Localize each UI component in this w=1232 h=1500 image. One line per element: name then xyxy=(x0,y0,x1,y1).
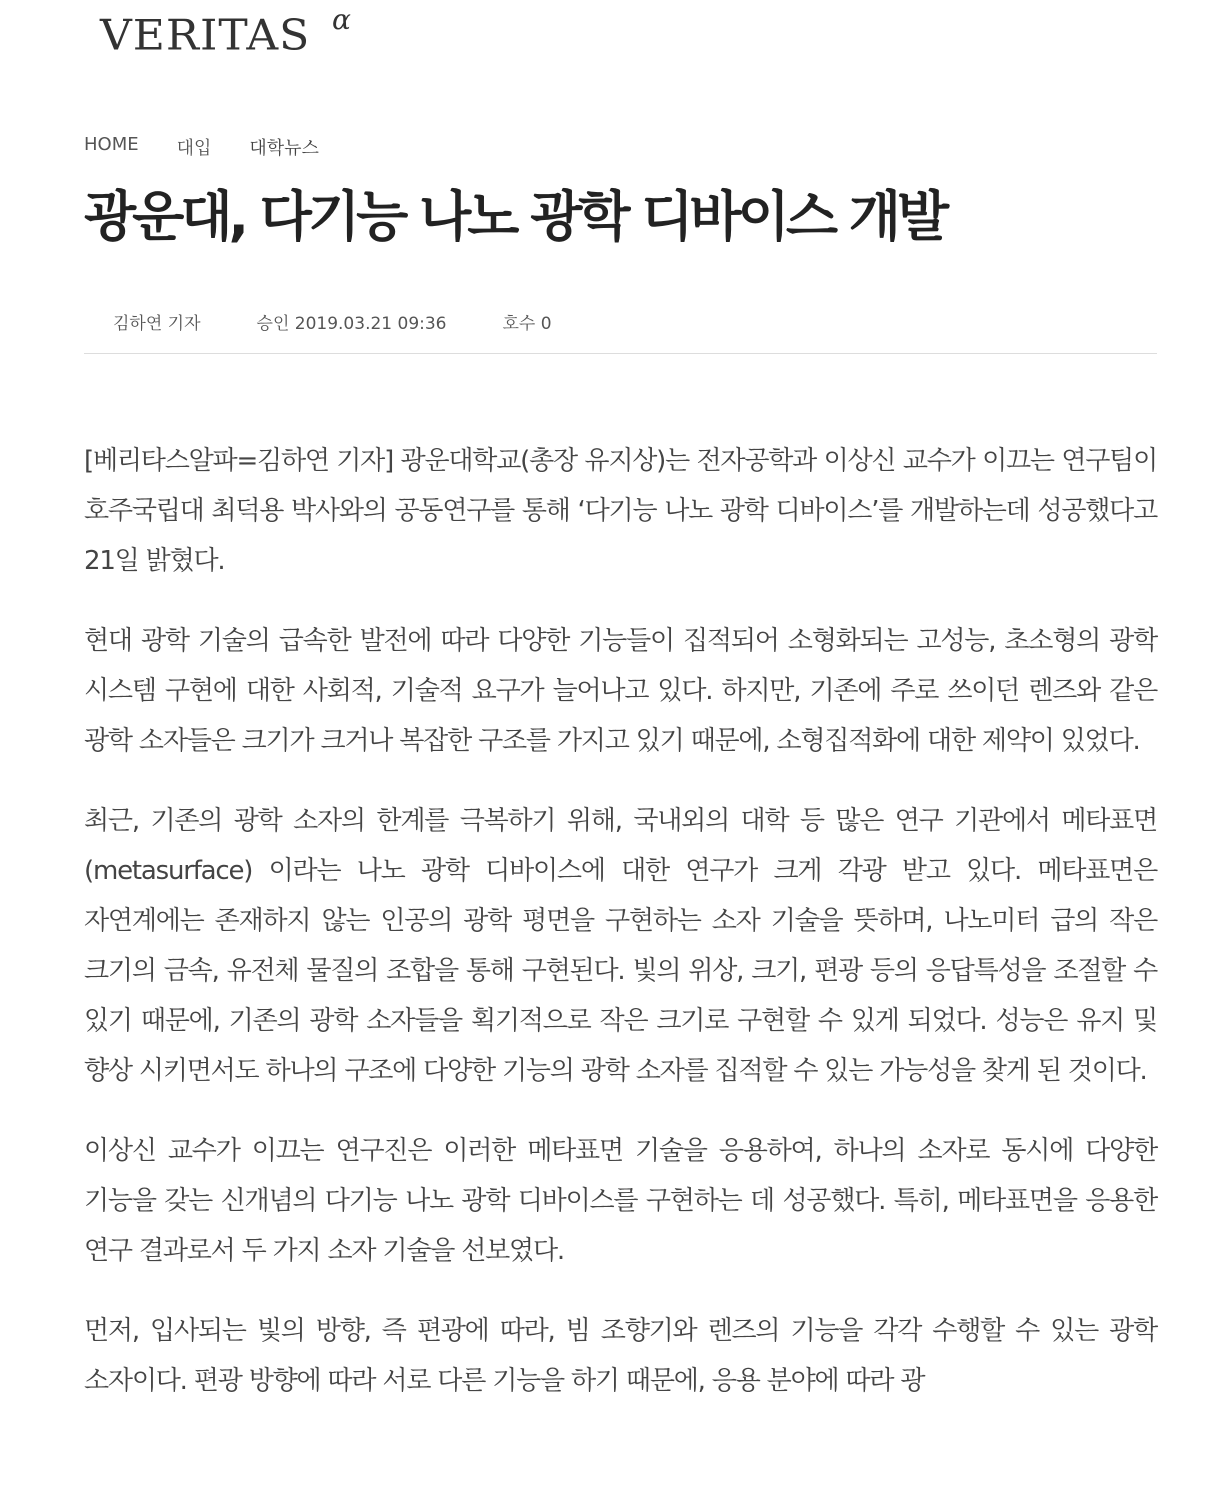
breadcrumb-category-link[interactable]: 대학뉴스 xyxy=(249,138,319,159)
site-logo[interactable] xyxy=(100,3,352,60)
article-title: 광운대, 다기능 나노 광학 디바이스 개발 xyxy=(84,185,946,248)
article-meta xyxy=(113,309,552,334)
article-approved-date: 승인 2019.03.21 09:36 xyxy=(256,314,447,334)
article-paragraph: 먼저, 입사되는 빛의 방향, 즉 편광에 따라, 빔 조향기와 렌즈의 기능을 각각 수행할 수 있는 광학 소자이다. 편광 방향에 따라 서로 다른 기능을 하기 때문에, 응용 분야에 따라 광 xyxy=(84,1316,1157,1396)
logo-alpha-mark: α xyxy=(332,3,352,36)
article-paragraph: 최근, 기존의 광학 소자의 한계를 극복하기 위해, 국내외의 대학 등 많은 연구 기관에서 메타표면 (metasurface) 이라는 나노 광학 디바이스에 대한 연구가 크게 각광 받고 있다. 메타표면은 자연계에는 존재하지 않는 인공의 광학 평면을 구현하는 소자 기술을 뜻하며, 나노미터 급의 작은 크기의 금속, 유전체 물질의 조합을 통해 구현된다. 빛의 위상, 크기, 편광 등의 응답특성을 조절할 수 있기 때문에, 기존의 광학 소자들을 획기적으로 작은 크기로 구현할 수 있게 되었다. 성능은 유지 및 향상 시키면서도 하나의 구조에 다양한 기능의 광학 소자를 집적할 수 있는 가능성을 찾게 된 것이다. xyxy=(84,806,1157,1086)
breadcrumb xyxy=(84,134,319,160)
header-divider xyxy=(84,353,1157,354)
logo-wordmark: VERITAS xyxy=(100,11,311,60)
article-author: 김하연 기자 xyxy=(113,314,201,334)
article-paragraph: 이상신 교수가 이끄는 연구진은 이러한 메타표면 기술을 응용하여, 하나의 소자로 동시에 다양한 기능을 갖는 신개념의 다기능 나노 광학 디바이스를 구현하는 데 성공했다. 특히, 메타표면을 응용한 연구 결과로서 두 가지 소자 기술을 선보였다. xyxy=(84,1136,1157,1266)
article-paragraph: [베리타스알파=김하연 기자] 광운대학교(총장 유지상)는 전자공학과 이상신 교수가 이끄는 연구팀이 호주국립대 최덕용 박사와의 공동연구를 통해 ‘다기능 나노 광학 디바이스’를 개발하는데 성공했다고 21일 밝혔다. xyxy=(84,446,1157,576)
breadcrumb-home-link[interactable]: HOME xyxy=(84,134,139,155)
breadcrumb-section-link[interactable]: 대입 xyxy=(176,138,212,159)
article-paragraph: 현대 광학 기술의 급속한 발전에 따라 다양한 기능들이 집적되어 소형화되는 고성능, 초소형의 광학 시스템 구현에 대한 사회적, 기술적 요구가 늘어나고 있다. 하지만, 기존에 주로 쓰이던 렌즈와 같은 광학 소자들은 크기가 크거나 복잡한 구조를 가지고 있기 때문에, 소형집적화에 대한 제약이 있었다. xyxy=(84,626,1157,756)
article-body xyxy=(84,436,1157,1436)
article-issue: 호수 0 xyxy=(502,314,552,334)
